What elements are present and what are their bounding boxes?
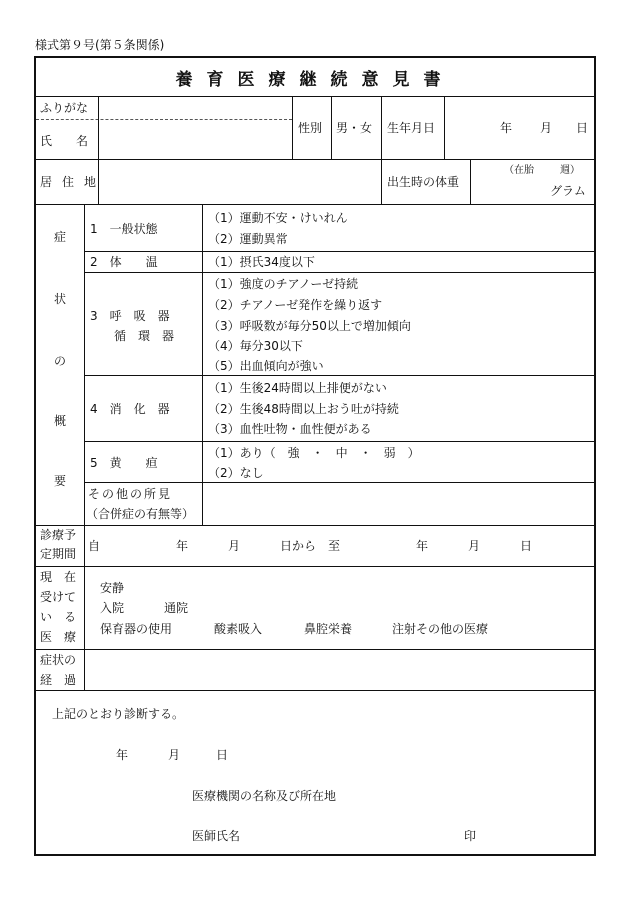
sym-item[interactable]: （1）運動不安・けいれん [208,211,348,225]
col-line-sex-mid [331,96,332,159]
period-from-day: 日から [280,539,317,553]
period-to-year: 年 [416,539,429,553]
furigana-label: ふりがな [40,101,89,115]
gestation-open: （在胎 [504,165,534,176]
period-to: 至 [328,539,341,553]
other-findings-input[interactable] [204,484,594,524]
period-from-year: 年 [176,539,189,553]
other-findings-sublabel: （合併症の有無等） [86,507,195,521]
sym-item[interactable]: （5）出血傾向が強い [208,359,324,373]
treatment-label-4: 医 療 [40,630,77,644]
sign-day: 日 [216,748,229,762]
row-line-address [36,204,596,205]
sym-item[interactable]: （1）あり（ 強 ・ 中 ・ 弱 ） [208,446,420,460]
treatment-oxygen[interactable]: 酸素吸入 [214,622,263,636]
form-number: 様式第９号(第５条関係) [35,38,165,52]
col-line-sym-label [202,204,203,525]
sym-group-circulatory: 循 環 器 [114,329,175,343]
row-line-name [36,159,596,160]
seal-mark: 印 [464,829,477,843]
form-frame [34,56,596,856]
treatment-label-2: 受けて [40,590,77,604]
sym-group-general: 1 一般状態 [90,222,158,236]
other-findings-label: その他の所見 [88,487,173,501]
col-line-dob-mid [444,96,445,159]
diagnosis-statement: 上記のとおり診断する。 [52,707,185,721]
row-line-treatment [36,649,596,650]
name-input[interactable] [100,121,290,158]
treatment-incubator[interactable]: 保育器の使用 [100,622,173,636]
sym-group-digestive: 4 消 化 器 [90,402,170,416]
address-label: 居住地 [40,175,107,189]
row-line-sym4 [84,441,596,442]
period-from: 自 [88,539,101,553]
birth-weight-label: 出生時の体重 [387,175,460,189]
sym-group-temperature: 2 体 温 [90,255,158,269]
treatment-outpatient[interactable]: 通院 [164,601,189,615]
sym-item[interactable]: （2）生後48時間以上おう吐が持続 [208,402,399,416]
treatment-injection[interactable]: 注射その他の医療 [392,622,489,636]
period-to-day: 日 [520,539,533,553]
row-line-other [36,525,596,526]
form-title: 養育医療継続意見書 [175,70,455,90]
course-label-2: 経 過 [40,673,77,687]
period-label: 診療予 [40,528,77,542]
row-line-title [36,96,596,97]
period-label-2: 定期間 [40,547,77,561]
sex-label: 性別 [298,121,323,135]
sym-group-jaundice: 5 黄 疸 [90,456,158,470]
dob-label: 生年月日 [387,121,436,135]
doctor-name-label: 医師氏名 [192,829,241,843]
row-line-sym5 [84,482,596,483]
dob-year: 年 [500,121,513,135]
furigana-input[interactable] [100,98,290,118]
sym-item[interactable]: （1）摂氏34度以下 [208,255,315,269]
sym-item[interactable]: （4）毎分30以下 [208,339,303,353]
gram-unit: グラム [550,184,586,198]
row-line-sym2 [84,272,596,273]
course-input[interactable] [86,651,594,689]
row-line-sym3 [84,375,596,376]
sign-year: 年 [116,748,129,762]
row-line-course [36,690,596,691]
period-to-month: 月 [468,539,481,553]
gestation-week: 週） [560,165,580,176]
dob-day: 日 [576,121,589,135]
sym-item[interactable]: （3）呼吸数が毎分50以上で増加傾向 [208,319,411,333]
col-line-lower-label [84,525,85,690]
col-line-weight [470,159,471,204]
symptom-side-label: 症 状 の 概 要 [53,230,66,488]
sym-item[interactable]: （2）運動異常 [208,232,288,246]
sym-item[interactable]: （2）なし [208,466,264,480]
sex-options[interactable]: 男・女 [336,121,373,135]
row-line-period [36,566,596,567]
col-line-sym-side [84,204,85,525]
col-line-sex-left [292,96,293,159]
institution-label: 医療機関の名称及び所在地 [192,789,337,803]
sym-item[interactable]: （1）強度のチアノーゼ持続 [208,277,359,291]
treatment-nasal-feeding[interactable]: 鼻腔栄養 [304,622,353,636]
treatment-inpatient[interactable]: 入院 [100,601,125,615]
treatment-label-3: い る [40,610,77,624]
treatment-rest[interactable]: 安静 [100,581,125,595]
col-line-dob-left [381,96,382,204]
dob-month: 月 [540,121,553,135]
sym-group-respiratory: 3 呼 吸 器 [90,309,170,323]
sym-item[interactable]: （1）生後24時間以上排便がない [208,381,387,395]
furigana-dashed-line [36,119,292,120]
sym-item[interactable]: （2）チアノーゼ発作を繰り返す [208,298,383,312]
sym-item[interactable]: （3）血性吐物・血性便がある [208,422,372,436]
address-input[interactable] [100,161,379,203]
course-label: 症状の [40,653,77,667]
treatment-label-1: 現 在 [40,570,77,584]
sign-month: 月 [168,748,181,762]
row-line-sym1 [84,251,596,252]
name-label: 氏 名 [40,134,89,148]
period-from-month: 月 [228,539,241,553]
